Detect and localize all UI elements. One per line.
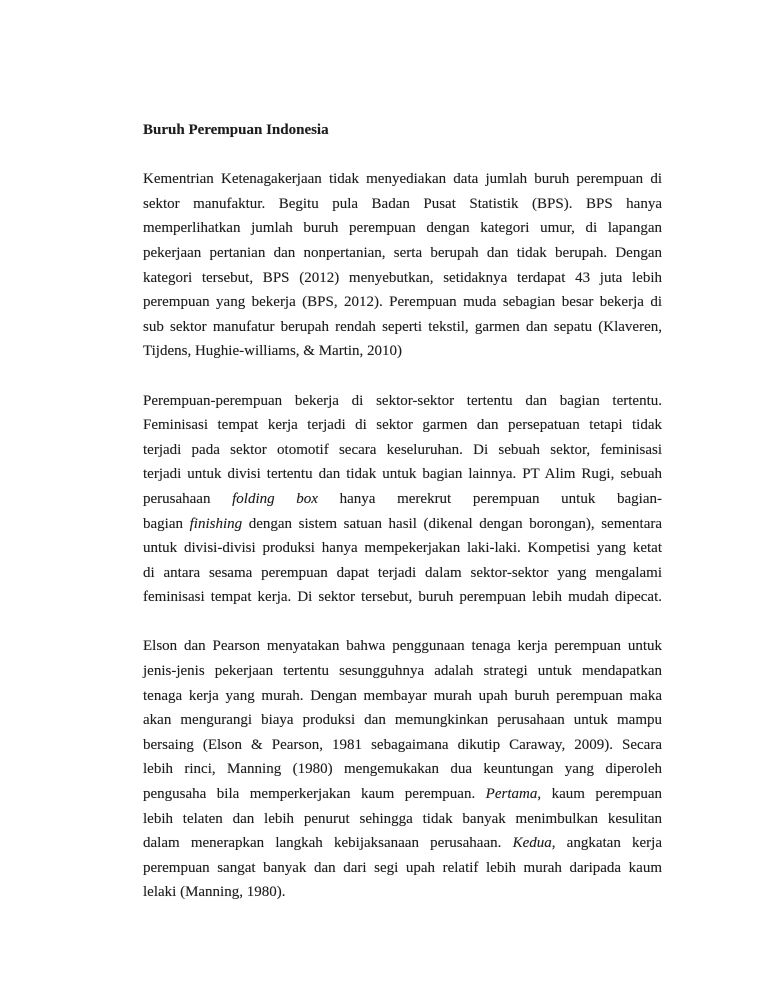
italic-text-segment: Kedua (512, 835, 552, 852)
paragraph (143, 389, 662, 610)
document-paragraphs (143, 167, 662, 905)
text-segment: di antara sesama perempuan dapat terjadi dalam sektor-sektor yang mengalami (143, 564, 662, 581)
text-line (143, 831, 662, 856)
text-segment: bersaing (Elson & Pearson, 1981 sebagaimana dikutip Caraway, 2009). Secara (143, 736, 662, 753)
text-line (143, 290, 662, 315)
text-segment: akan mengurangi biaya produksi dan memungkinkan perusahaan untuk mampu (143, 712, 662, 729)
text-segment: Elson dan Pearson menyatakan bahwa penggunaan tenaga kerja perempuan untuk (143, 638, 662, 655)
text-line (143, 192, 662, 217)
text-segment: bagian (143, 515, 190, 532)
text-line (143, 266, 662, 291)
italic-text-segment: finishing (189, 515, 243, 532)
text-line (143, 659, 662, 684)
text-line (143, 167, 662, 192)
text-segment: lelaki (Manning, 1980). (143, 884, 286, 901)
text-segment: sub sektor manufatur berupah rendah seperti tekstil, garmen dan sepatu (Klaveren, (143, 318, 662, 335)
text-segment: dengan sistem satuan hasil (dikenal dengan borongan), sementara (242, 515, 662, 532)
text-segment: terjadi pada sektor otomotif secara keseluruhan. Di sebuah sektor, feminisasi (143, 441, 662, 458)
paragraph (143, 634, 662, 905)
text-line (143, 561, 662, 586)
text-segment: sektor manufaktur. Begitu pula Badan Pusat Statistik (BPS). BPS hanya (143, 195, 662, 212)
text-segment: , kaum perempuan (537, 786, 663, 803)
text-segment: memperlihatkan jumlah buruh perempuan dengan kategori umur, di lapangan (143, 220, 662, 237)
text-line (143, 708, 662, 733)
text-segment: jenis-jenis pekerjaan tertentu sesungguhnya adalah strategi untuk mendapatkan (143, 663, 662, 680)
text-line (143, 438, 662, 463)
text-line (143, 389, 662, 414)
text-segment: lebih telaten dan lebih penurut sehingga tidak banyak menimbulkan kesulitan (143, 810, 662, 827)
text-line (143, 880, 662, 905)
text-line (143, 512, 662, 537)
text-segment: pekerjaan pertanian dan nonpertanian, serta berupah dan tidak berupah. Dengan (143, 244, 662, 261)
text-line (143, 782, 662, 807)
text-line (143, 241, 662, 266)
italic-text-segment: Pertama (485, 786, 538, 803)
document-title: Buruh Perempuan Indonesia (143, 122, 329, 138)
document-text-block (143, 118, 662, 905)
text-segment: pengusaha bila memperkerjakan kaum perempuan. (143, 786, 486, 803)
text-segment: lebih rinci, Manning (1980) mengemukakan dua keuntungan yang diperoleh (143, 761, 662, 778)
text-segment: Perempuan-perempuan bekerja di sektor-sektor tertentu dan bagian tertentu. (143, 392, 662, 409)
text-segment: terjadi untuk divisi tertentu dan tidak untuk bagian lainnya. PT Alim Rugi, sebuah (143, 466, 662, 483)
text-segment: Tijdens, Hughie-williams, & Martin, 2010) (143, 343, 403, 360)
text-segment: dalam menerapkan langkah kebijaksanaan perusahaan. (143, 835, 513, 852)
italic-text-segment: folding box (232, 490, 318, 507)
text-line (143, 315, 662, 340)
text-segment: Kementrian Ketenagakerjaan tidak menyediakan data jumlah buruh perempuan di (143, 171, 662, 188)
text-segment: perempuan yang bekerja (BPS, 2012). Perempuan muda sebagian besar bekerja di (143, 294, 662, 311)
text-line (143, 634, 662, 659)
text-line (143, 585, 662, 610)
text-line (143, 339, 662, 364)
text-segment: hanya merekrut perempuan untuk bagian- (317, 490, 662, 507)
text-segment: , angkatan kerja (551, 835, 662, 852)
text-segment: tenaga kerja yang murah. Dengan membayar murah upah buruh perempuan maka (143, 687, 662, 704)
text-segment: untuk divisi-divisi produksi hanya mempekerjakan laki-laki. Kompetisi yang ketat (143, 540, 662, 557)
text-segment: perempuan sangat banyak dan dari segi upah relatif lebih murah daripada kaum (143, 859, 662, 876)
text-line (143, 684, 662, 709)
text-line (143, 807, 662, 832)
text-line (143, 733, 662, 758)
text-line (143, 487, 662, 512)
text-line (143, 757, 662, 782)
text-line (143, 413, 662, 438)
text-segment: perusahaan (143, 490, 233, 507)
text-segment: kategori tersebut, BPS (2012) menyebutkan, setidaknya terdapat 43 juta lebih (143, 269, 662, 286)
text-segment: Feminisasi tempat kerja terjadi di sektor garmen dan persepatuan tetapi tidak (143, 417, 662, 434)
paragraph (143, 167, 662, 364)
text-line (143, 462, 662, 487)
text-line (143, 216, 662, 241)
text-line (143, 856, 662, 881)
text-line (143, 536, 662, 561)
text-segment: feminisasi tempat kerja. Di sektor tersebut, buruh perempuan lebih mudah dipecat. (143, 589, 662, 606)
